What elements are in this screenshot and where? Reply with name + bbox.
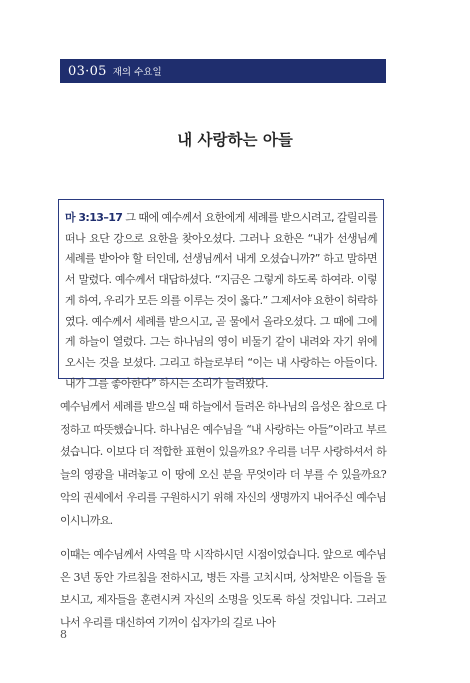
page-number: 8	[60, 628, 67, 641]
body-paragraph-2: 이때는 예수님께서 사역을 막 시작하시던 시점이었습니다. 앞으로 예수님은 3년 동안 가르침을 전하시고, 병든 자를 고치시며, 상처받은 이들을 돌보시고, 제자들을 훈련시켜 자신의 소명을 잇도록 하실 것입니다. 그러고 나서 우리를 대신하여 기꺼이 십자가의 길로 나아	[60, 548, 386, 630]
header-date: 03·05	[68, 63, 107, 79]
scripture-box	[58, 199, 384, 390]
header-day: 재의 수요일	[112, 67, 162, 78]
body-paragraph-1: 예수님께서 세례를 받으실 때 하늘에서 들려온 하나님의 음성은 참으로 다정하고 따뜻했습니다. 하나님은 예수님을 “내 사랑하는 아들”이라고 부르셨습니다. 이보다 더 적합한 표현이 있을까요? 우리를 너무 사랑하셔서 하늘의 영광을 내려놓고 이 땅에 오신 분을 무엇이라 더 부를 수 있을까요? 악의 권세에서 우리를 구원하시기 위해 자신의 생명까지 내어주신 예수님이시니까요.	[60, 400, 386, 527]
page-title: 내 사랑하는 아들	[177, 131, 293, 149]
scripture-text: 그 때에 예수께서 요한에게 세례를 받으시려고, 갈릴리를 떠나 요단 강으로 요한을 찾아오셨다. 그러나 요한은 “내가 선생님께 세례를 받아야 할 터인데, 선생님께서 내게 오셨습니까?” 하고 말하면서 말렸다. 예수께서 대답하셨다. “지금은 그렇게 하도록 하여라. 이렇게 하여, 우리가 모든 의를 이루는 것이 옳다.” 그제서야 요한이 허락하였다. 예수께서 세례를 받으시고, 곧 물에서 올라오셨다. 그 때에 그에게 하늘이 열렸다. 그는 하나님의 영이 비둘기 같이 내려와 자기 위에 오시는 것을 보셨다. 그리고 하늘로부터 “이는 내 사랑하는 아들이다. 내가 그를 좋아한다” 하시는 소리가 들려왔다.	[65, 211, 377, 390]
header-bar	[60, 59, 386, 83]
cross-icon	[353, 50, 373, 92]
scripture-reference: 마 3:13–17	[65, 211, 123, 224]
